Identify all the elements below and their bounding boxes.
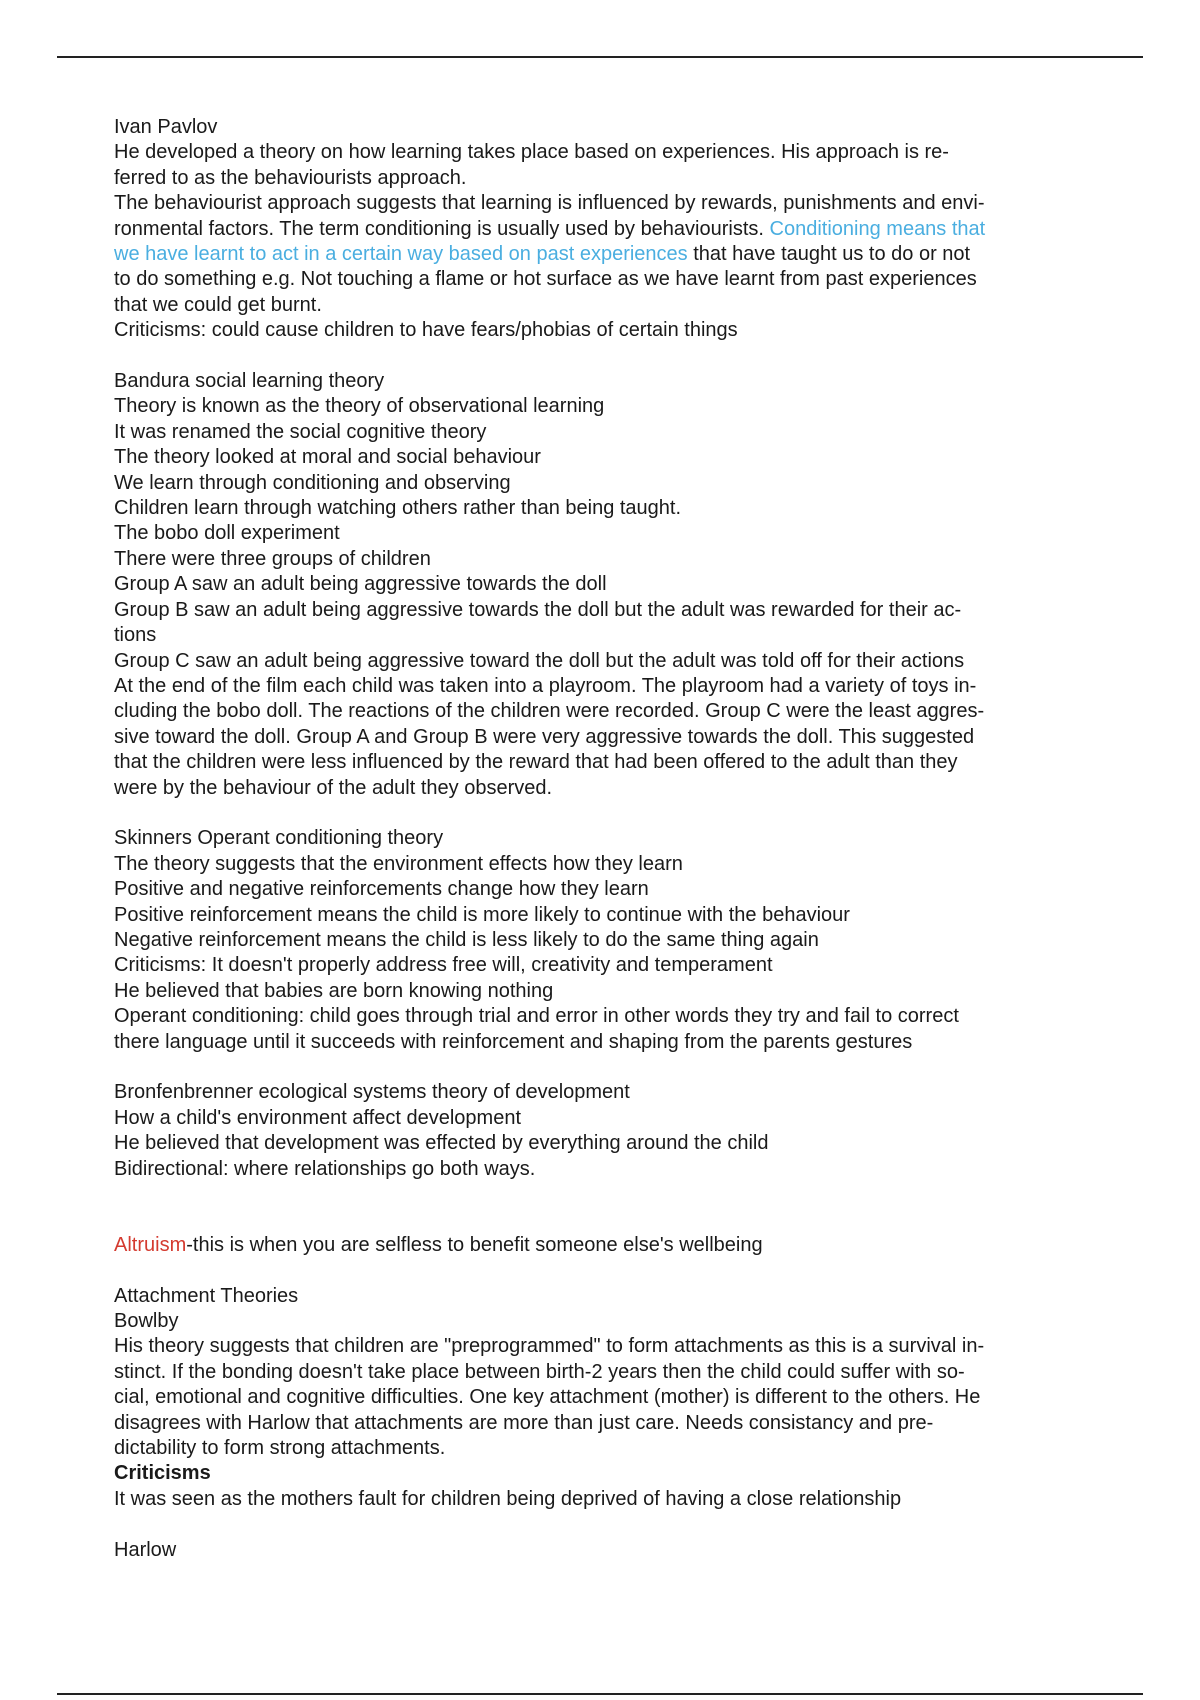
paragraph-line: He developed a theory on how learning takes place based on experiences. His approach is re- (114, 141, 949, 164)
highlighted-text: we have learnt to act in a certain way based on past experiences (114, 243, 688, 266)
bandura-line: Group A saw an adult being aggressive towards the doll (114, 573, 607, 596)
paragraph-line: ferred to as the behaviourists approach. (114, 166, 467, 189)
bandura-line: tions (114, 624, 157, 647)
section-heading-pavlov: Ivan Pavlov (114, 116, 218, 138)
bronfenbrenner-line: He believed that development was effected by everything around the child (114, 1132, 769, 1155)
bronfenbrenner-line: Bidirectional: where relationships go both ways. (114, 1157, 536, 1180)
spacer (114, 1512, 1089, 1537)
section-heading-bandura: Bandura social learning theory (114, 370, 385, 393)
altruism-term: Altruism (114, 1233, 187, 1256)
paragraph-text: ronmental factors. The term conditioning is usually used by behaviourists. (114, 217, 770, 240)
subheading-harlow: Harlow (114, 1538, 177, 1561)
attachment-line: disagrees with Harlow that attachments are more than just care. Needs consistancy and pre- (114, 1411, 934, 1434)
bandura-line: Group B saw an adult being aggressive towards the doll but the adult was rewarded for their ac- (114, 598, 962, 621)
paragraph-line: that we could get burnt. (114, 293, 322, 316)
skinner-line: Criticisms: It doesn't properly address free will, creativity and temperament (114, 954, 773, 977)
bandura-line: There were three groups of children (114, 547, 431, 570)
subheading-bowlby: Bowlby (114, 1310, 179, 1333)
header-rule (57, 56, 1143, 58)
bandura-line: sive toward the doll. Group A and Group B were very aggressive towards the doll. This suggested (114, 725, 975, 748)
bandura-line: We learn through conditioning and observing (114, 471, 511, 494)
skinner-line: Negative reinforcement means the child is less likely to do the same thing again (114, 928, 819, 951)
skinner-line: He believed that babies are born knowing nothing (114, 979, 554, 1002)
document-body (114, 115, 1089, 1563)
spacer (114, 1258, 1089, 1283)
altruism-definition (114, 1233, 1089, 1258)
section-heading-attachment: Attachment Theories (114, 1284, 299, 1307)
skinner-line: The theory suggests that the environment effects how they learn (114, 852, 683, 875)
attachment-line: dictability to form strong attachments. (114, 1437, 446, 1460)
paragraph-line (114, 217, 1089, 242)
paragraph-line: to do something e.g. Not touching a flame or hot surface as we have learnt from past experiences (114, 268, 977, 291)
highlighted-text: Conditioning means that (769, 217, 986, 240)
criticism-line: It was seen as the mothers fault for children being deprived of having a close relationship (114, 1487, 902, 1510)
spacer (114, 1182, 1089, 1233)
bandura-line: that the children were less influenced by the reward that had been offered to the adult than they (114, 751, 958, 774)
section-heading-skinner: Skinners Operant conditioning theory (114, 827, 444, 850)
bandura-line: At the end of the film each child was taken into a playroom. The playroom had a variety of toys in- (114, 674, 977, 697)
skinner-line: Positive reinforcement means the child is more likely to continue with the behaviour (114, 903, 850, 926)
spacer (114, 801, 1089, 826)
bandura-line: The bobo doll experiment (114, 522, 340, 545)
bandura-line: cluding the bobo doll. The reactions of the children were recorded. Group C were the least aggres- (114, 700, 985, 723)
spacer (114, 344, 1089, 369)
section-heading-bronfenbrenner: Bronfenbrenner ecological systems theory of development (114, 1081, 630, 1104)
paragraph-line (114, 242, 1089, 267)
attachment-line: cial, emotional and cognitive difficulties. One key attachment (mother) is different to the others. He (114, 1386, 981, 1409)
criticism-line: Criticisms: could cause children to have fears/phobias of certain things (114, 319, 738, 342)
criticisms-heading: Criticisms (114, 1462, 211, 1485)
altruism-text: -this is when you are selfless to benefit someone else's wellbeing (186, 1233, 763, 1256)
skinner-line: there language until it succeeds with reinforcement and shaping from the parents gestures (114, 1030, 913, 1053)
bandura-line: The theory looked at moral and social behaviour (114, 446, 541, 469)
bronfenbrenner-line: How a child's environment affect development (114, 1106, 522, 1129)
paragraph-line: The behaviourist approach suggests that learning is influenced by rewards, punishments and envi- (114, 192, 985, 215)
skinner-line: Positive and negative reinforcements change how they learn (114, 878, 649, 901)
bandura-line: Theory is known as the theory of observational learning (114, 395, 605, 418)
bandura-line: Children learn through watching others rather than being taught. (114, 497, 682, 520)
bandura-line: It was renamed the social cognitive theory (114, 420, 487, 443)
attachment-line: stinct. If the bonding doesn't take place between birth-2 years then the child could suffer with so- (114, 1360, 965, 1383)
bandura-line: Group C saw an adult being aggressive toward the doll but the adult was told off for their actions (114, 649, 965, 672)
skinner-line: Operant conditioning: child goes through trial and error in other words they try and fail to correct (114, 1005, 959, 1028)
bandura-line: were by the behaviour of the adult they observed. (114, 776, 553, 799)
paragraph-text: that have taught us to do or not (687, 243, 971, 266)
spacer (114, 1055, 1089, 1080)
footer-rule (57, 1693, 1143, 1695)
attachment-line: His theory suggests that children are "preprogrammed" to form attachments as this is a survival in- (114, 1335, 985, 1358)
